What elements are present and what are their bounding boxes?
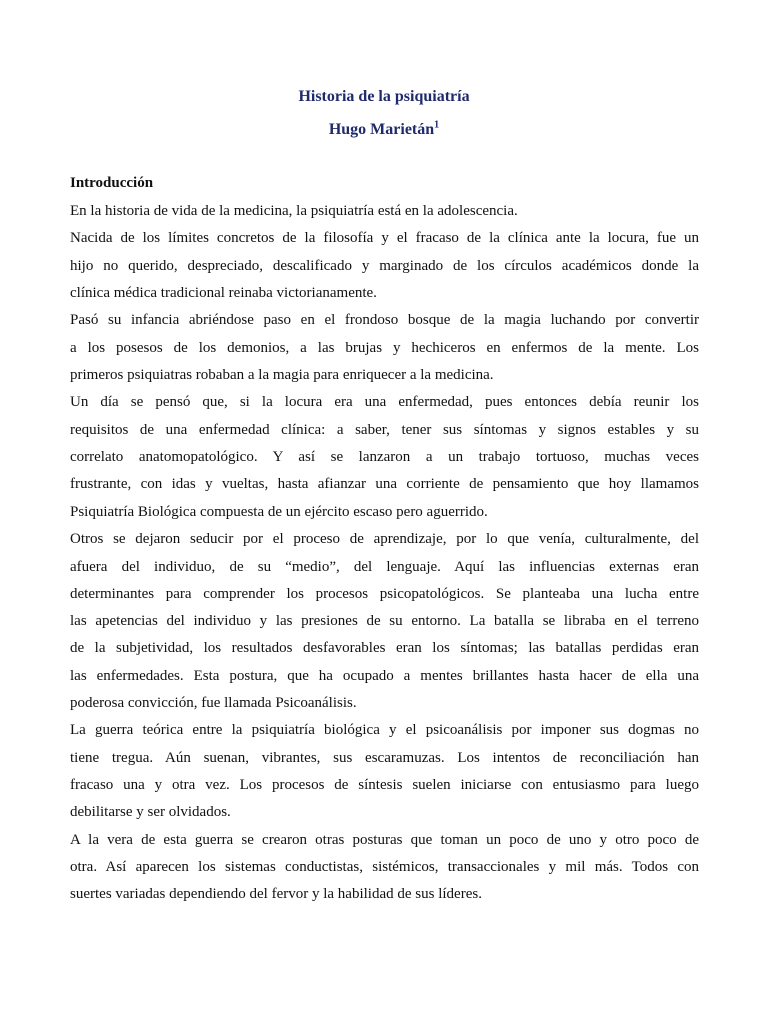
body-line: Pasó su infancia abriéndose paso en el frondoso bosque de la magia luchando por convertir [70, 312, 699, 328]
body-line: Psiquiatría Biológica compuesta de un ejército escaso pero aguerrido. [70, 504, 488, 520]
document-title-text: Historia de la psiquiatría [298, 88, 470, 105]
body-line: afuera del individuo, de su “medio”, del lenguaje. Aquí las influencias externas eran [70, 559, 699, 575]
body-line: Otros se dejaron seducir por el proceso de aprendizaje, por lo que venía, culturalmente, del [70, 531, 699, 547]
body-line: Nacida de los límites concretos de la filosofía y el fracaso de la clínica ante la locura, fue un [70, 230, 699, 246]
body-line: otra. Así aparecen los sistemas conductistas, sistémicos, transaccionales y mil más. Todos con [70, 859, 699, 875]
footnote-marker: 1 [434, 119, 440, 131]
body-line: clínica médica tradicional reinaba victorianamente. [70, 285, 377, 301]
body-line: A la vera de esta guerra se crearon otras posturas que toman un poco de uno y otro poco de [70, 832, 699, 848]
document-title [0, 88, 768, 106]
body-line: determinantes para comprender los procesos psicopatológicos. Se planteaba una lucha entre [70, 586, 699, 602]
body-line: correlato anatomopatológico. Y así se lanzaron a un trabajo tortuoso, muchas veces [70, 449, 699, 465]
body-line: primeros psiquiatras robaban a la magia para enriquecer a la medicina. [70, 367, 494, 383]
section-heading: Introducción [70, 175, 154, 191]
body-line: las apetencias del individuo y las presiones de su entorno. La batalla se libraba en el terreno [70, 613, 699, 629]
author-name: Hugo Marietán [328, 121, 435, 138]
body-line: hijo no querido, despreciado, descalificado y marginado de los círculos académicos donde la [70, 258, 699, 274]
body-line: fracaso una y otra vez. Los procesos de síntesis suelen iniciarse con entusiasmo para luego [70, 777, 699, 793]
body-line: La guerra teórica entre la psiquiatría biológica y el psicoanálisis por imponer sus dogmas no [70, 722, 699, 738]
body-line: las enfermedades. Esta postura, que ha ocupado a mentes brillantes hasta hacer de ella una [70, 668, 699, 684]
body-line: En la historia de vida de la medicina, la psiquiatría está en la adolescencia. [70, 203, 518, 219]
body-line: poderosa convicción, fue llamada Psicoanálisis. [70, 695, 357, 711]
body-line: frustrante, con idas y vueltas, hasta afianzar una corriente de pensamiento que hoy llamamos [70, 476, 699, 492]
body-line: debilitarse y ser olvidados. [70, 804, 231, 820]
body-line: requisitos de una enfermedad clínica: a saber, tener sus síntomas y signos estables y su [70, 422, 699, 438]
body-line: a los posesos de los demonios, a las brujas y hechiceros en enfermos de la mente. Los [70, 340, 699, 356]
body-line: tiene tregua. Aún suenan, vibrantes, sus escaramuzas. Los intentos de reconciliación han [70, 750, 699, 766]
body-line: Un día se pensó que, si la locura era una enfermedad, pues entonces debía reunir los [70, 394, 699, 410]
document-author [0, 121, 768, 139]
body-line: de la subjetividad, los resultados desfavorables eran los síntomas; las batallas perdidas eran [70, 640, 699, 656]
body-line: suertes variadas dependiendo del fervor y la habilidad de sus líderes. [70, 886, 482, 902]
